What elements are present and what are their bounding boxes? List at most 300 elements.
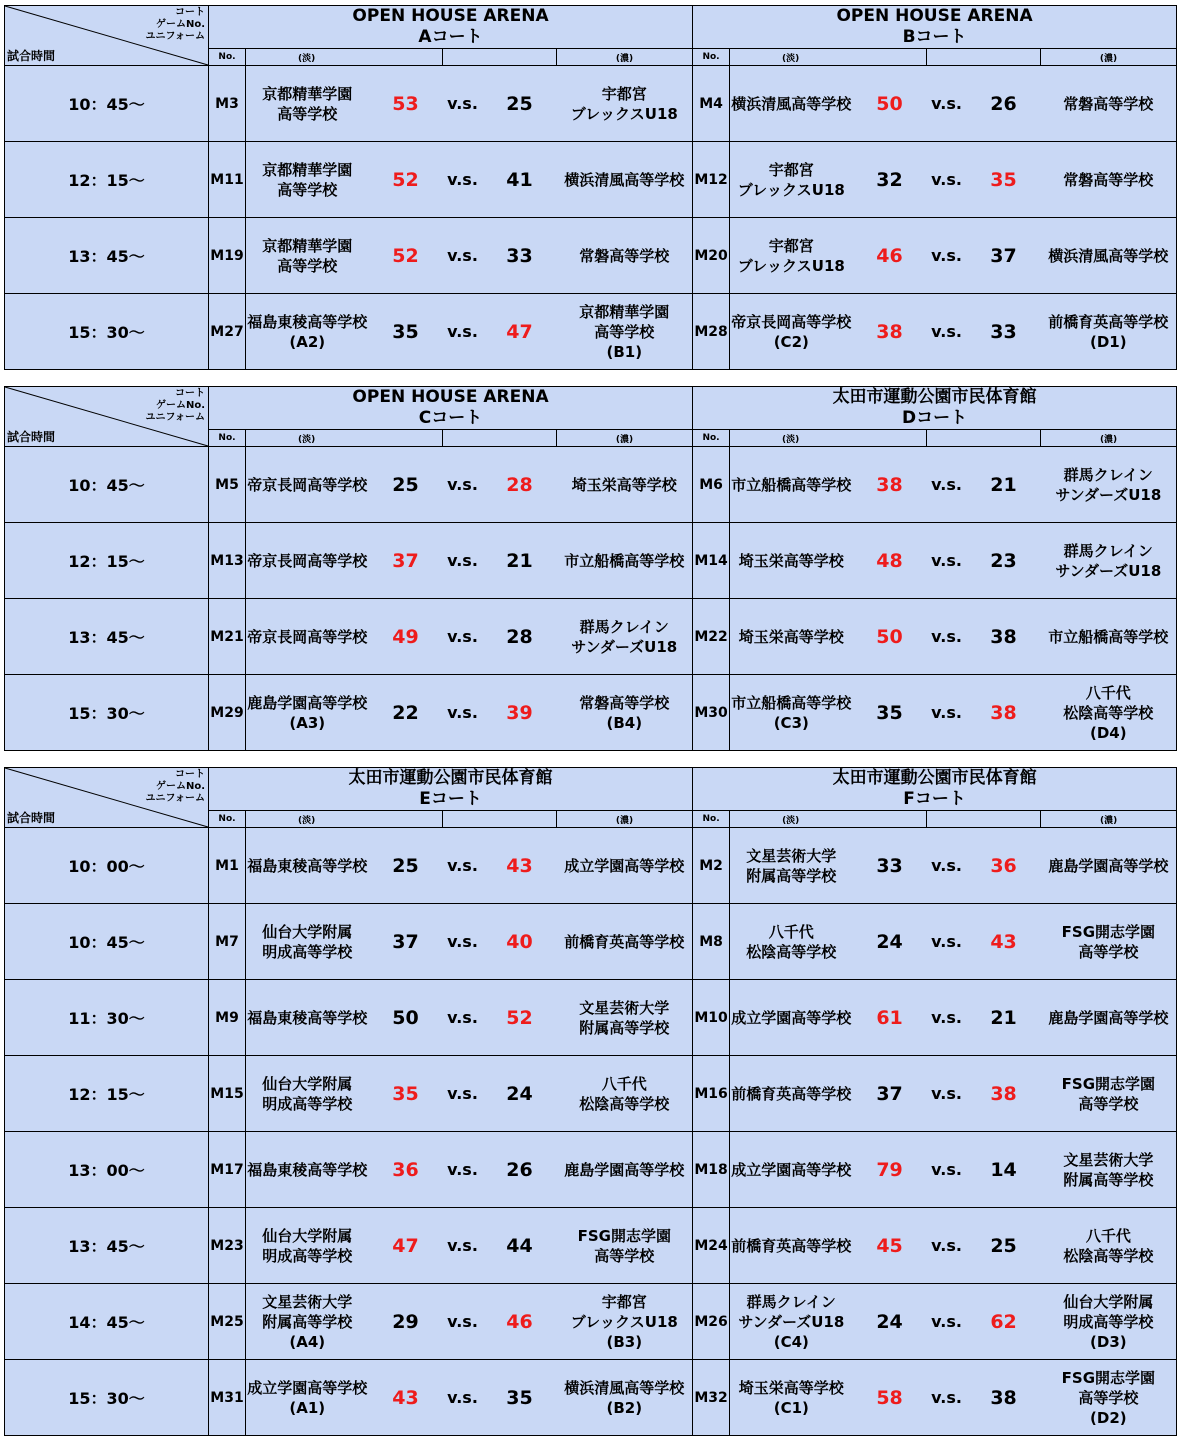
team-name-line: 鹿島学園高等学校 — [247, 693, 368, 712]
team-name-line: 宇都宮 — [768, 160, 814, 179]
venue-name: 太田市運動公園市民体育館 — [832, 768, 1037, 788]
team-name-line: 福島東稜高等学校 — [247, 1160, 368, 1179]
team-name-line: ブレックスU18 — [570, 104, 678, 123]
versus-label: v.s. — [443, 980, 483, 1056]
no-header: No. — [209, 430, 246, 447]
score-light: 38 — [853, 447, 927, 523]
team-name-line: 高等学校 — [1078, 942, 1139, 961]
team-name-line: 鹿島学園高等学校 — [564, 1160, 685, 1179]
dark-uniform-header: (濃) — [1041, 811, 1177, 828]
score-dark: 43 — [483, 828, 557, 904]
venue-name: OPEN HOUSE ARENA — [352, 387, 549, 407]
team-name-line: (D2) — [1090, 1408, 1127, 1427]
match-row — [5, 1208, 1177, 1284]
team-light — [730, 980, 853, 1056]
match-time: 12：15〜 — [5, 142, 209, 218]
score-light: 36 — [369, 1132, 443, 1208]
corner-cell — [5, 387, 209, 447]
team-dark — [1041, 1284, 1177, 1360]
team-name-line: ブレックスU18 — [570, 1312, 678, 1331]
versus-label: v.s. — [927, 1284, 967, 1360]
score-light: 52 — [369, 218, 443, 294]
team-name-line: 埼玉栄高等学校 — [738, 551, 844, 570]
score-light: 58 — [853, 1360, 927, 1436]
game-number: M12 — [693, 142, 730, 218]
team-name-line: 前橋育英高等学校 — [731, 1084, 852, 1103]
versus-label: v.s. — [443, 142, 483, 218]
schedule-block — [4, 767, 1169, 1436]
score-light: 35 — [853, 675, 927, 751]
score-light: 53 — [369, 66, 443, 142]
game-number: M1 — [209, 828, 246, 904]
versus-label: v.s. — [927, 599, 967, 675]
versus-label: v.s. — [927, 218, 967, 294]
team-name-line: 明成高等学校 — [262, 1094, 353, 1113]
team-light — [246, 675, 369, 751]
versus-label: v.s. — [443, 675, 483, 751]
versus-label: v.s. — [927, 980, 967, 1056]
team-dark — [1041, 142, 1177, 218]
venue-name: OPEN HOUSE ARENA — [836, 6, 1033, 26]
schedule-table — [4, 5, 1177, 370]
team-name-line: 宇都宮 — [768, 236, 814, 255]
team-name-line: 高等学校 — [594, 1246, 655, 1265]
light-uniform-header: (淡) — [246, 811, 443, 828]
team-name-line: 八千代 — [601, 1074, 647, 1093]
team-name-line: 横浜清風高等学校 — [731, 94, 852, 113]
dark-uniform-header: (濃) — [557, 430, 693, 447]
team-name-line: 横浜清風高等学校 — [1048, 246, 1169, 265]
versus-label: v.s. — [927, 1056, 967, 1132]
team-name-line: 福島東稜高等学校 — [247, 312, 368, 331]
game-number: M10 — [693, 980, 730, 1056]
game-number: M29 — [209, 675, 246, 751]
team-dark — [557, 1284, 693, 1360]
team-light — [246, 1360, 369, 1436]
team-name-line: 高等学校 — [594, 322, 655, 341]
light-uniform-header: (淡) — [246, 49, 443, 66]
match-time-label: 試合時間 — [7, 49, 56, 63]
match-row — [5, 447, 1177, 523]
team-name-line: 前橋育英高等学校 — [564, 932, 685, 951]
team-name-line: 横浜清風高等学校 — [564, 1378, 685, 1397]
versus-label: v.s. — [927, 904, 967, 980]
versus-label: v.s. — [927, 1132, 967, 1208]
score-dark: 35 — [483, 1360, 557, 1436]
team-light — [730, 1132, 853, 1208]
score-dark: 36 — [967, 828, 1041, 904]
team-dark — [1041, 66, 1177, 142]
match-time: 10：45〜 — [5, 66, 209, 142]
match-time: 13：45〜 — [5, 218, 209, 294]
team-name-line: 高等学校 — [1078, 1388, 1139, 1407]
versus-label: v.s. — [443, 447, 483, 523]
subheader-gap — [927, 49, 1041, 66]
score-light: 22 — [369, 675, 443, 751]
team-name-line: 附属高等学校 — [746, 866, 837, 885]
game-no-label: ゲームNo. — [155, 781, 205, 792]
match-time: 11：30〜 — [5, 980, 209, 1056]
team-name-line: 埼玉栄高等学校 — [738, 627, 844, 646]
team-name-line: 松陰高等学校 — [579, 1094, 670, 1113]
team-light — [246, 294, 369, 370]
venue-name: OPEN HOUSE ARENA — [352, 6, 549, 26]
subheader-gap — [443, 49, 557, 66]
team-name-line: 常磐高等学校 — [1063, 170, 1154, 189]
team-name-line: 仙台大学附属 — [262, 1226, 353, 1245]
match-time-label: 試合時間 — [7, 430, 56, 444]
team-name-line: (D4) — [1090, 723, 1127, 742]
light-uniform-header: (淡) — [730, 49, 927, 66]
versus-label: v.s. — [443, 599, 483, 675]
light-uniform-header: (淡) — [246, 430, 443, 447]
team-dark — [557, 1056, 693, 1132]
team-name-line: (B4) — [606, 713, 643, 732]
team-light — [246, 523, 369, 599]
team-dark — [557, 980, 693, 1056]
score-dark: 38 — [967, 1360, 1041, 1436]
team-name-line: 明成高等学校 — [262, 1246, 353, 1265]
team-light — [730, 447, 853, 523]
team-name-line: (B1) — [606, 342, 643, 361]
game-number: M23 — [209, 1208, 246, 1284]
score-dark: 21 — [967, 980, 1041, 1056]
score-light: 37 — [369, 523, 443, 599]
team-light — [246, 1208, 369, 1284]
team-light — [246, 828, 369, 904]
match-row — [5, 523, 1177, 599]
team-name-line: 帝京長岡高等学校 — [247, 475, 368, 494]
subheader-gap — [443, 430, 557, 447]
team-name-line: 京都精華学園 — [262, 84, 353, 103]
team-dark — [1041, 828, 1177, 904]
game-number: M32 — [693, 1360, 730, 1436]
game-number: M8 — [693, 904, 730, 980]
match-time: 10：45〜 — [5, 447, 209, 523]
game-number: M31 — [209, 1360, 246, 1436]
score-dark: 52 — [483, 980, 557, 1056]
light-uniform-header: (淡) — [730, 811, 927, 828]
score-light: 29 — [369, 1284, 443, 1360]
team-name-line: 京都精華学園 — [262, 160, 353, 179]
team-light — [246, 66, 369, 142]
versus-label: v.s. — [927, 1360, 967, 1436]
team-name-line: 明成高等学校 — [1063, 1312, 1154, 1331]
team-name-line: 仙台大学附属 — [262, 922, 353, 941]
score-light: 47 — [369, 1208, 443, 1284]
team-name-line: 文星芸術大学 — [1063, 1150, 1154, 1169]
team-name-line: 高等学校 — [277, 104, 338, 123]
team-name-line: 常磐高等学校 — [579, 246, 670, 265]
team-light — [246, 599, 369, 675]
team-name-line: 宇都宮 — [601, 1292, 647, 1311]
team-name-line: (A4) — [289, 1332, 326, 1351]
score-light: 35 — [369, 294, 443, 370]
corner-cell — [5, 768, 209, 828]
header-row — [5, 768, 1177, 811]
score-dark: 38 — [967, 599, 1041, 675]
team-dark — [557, 904, 693, 980]
score-dark: 38 — [967, 1056, 1041, 1132]
match-time: 12：15〜 — [5, 1056, 209, 1132]
game-number: M6 — [693, 447, 730, 523]
versus-label: v.s. — [927, 1208, 967, 1284]
team-light — [730, 66, 853, 142]
game-number: M11 — [209, 142, 246, 218]
score-dark: 38 — [967, 675, 1041, 751]
match-row — [5, 675, 1177, 751]
match-row — [5, 1284, 1177, 1360]
uniform-label: ユニフォーム — [145, 412, 205, 423]
score-dark: 39 — [483, 675, 557, 751]
team-name-line: 文星芸術大学 — [579, 998, 670, 1017]
score-light: 25 — [369, 828, 443, 904]
team-name-line: 成立学園高等学校 — [247, 1378, 368, 1397]
team-name-line: FSG開志学園 — [1061, 1074, 1156, 1093]
score-light: 50 — [369, 980, 443, 1056]
team-name-line: (A3) — [289, 713, 326, 732]
no-header: No. — [693, 430, 730, 447]
corner-cell — [5, 6, 209, 66]
game-number: M25 — [209, 1284, 246, 1360]
score-dark: 44 — [483, 1208, 557, 1284]
score-light: 37 — [853, 1056, 927, 1132]
team-light — [246, 1132, 369, 1208]
subheader-gap — [927, 811, 1041, 828]
team-name-line: 常磐高等学校 — [1063, 94, 1154, 113]
team-name-line: 前橋育英高等学校 — [731, 1236, 852, 1255]
match-time: 14：45〜 — [5, 1284, 209, 1360]
score-light: 50 — [853, 599, 927, 675]
team-name-line: 鹿島学園高等学校 — [1048, 1008, 1169, 1027]
team-dark — [1041, 904, 1177, 980]
no-header: No. — [693, 49, 730, 66]
versus-label: v.s. — [927, 675, 967, 751]
score-light: 37 — [369, 904, 443, 980]
team-name-line: (C2) — [773, 332, 809, 351]
team-name-line: 福島東稜高等学校 — [247, 856, 368, 875]
score-dark: 46 — [483, 1284, 557, 1360]
game-number: M17 — [209, 1132, 246, 1208]
team-name-line: 横浜清風高等学校 — [564, 170, 685, 189]
versus-label: v.s. — [927, 142, 967, 218]
court-name: Cコート — [418, 408, 483, 428]
score-dark: 40 — [483, 904, 557, 980]
team-name-line: (C4) — [773, 1332, 809, 1351]
team-dark — [1041, 675, 1177, 751]
team-name-line: 仙台大学附属 — [262, 1074, 353, 1093]
score-light: 33 — [853, 828, 927, 904]
game-number: M7 — [209, 904, 246, 980]
versus-label: v.s. — [443, 904, 483, 980]
team-light — [730, 1056, 853, 1132]
team-name-line: 附属高等学校 — [1063, 1170, 1154, 1189]
versus-label: v.s. — [927, 447, 967, 523]
team-dark — [557, 828, 693, 904]
team-name-line: 帝京長岡高等学校 — [247, 551, 368, 570]
venue-name: 太田市運動公園市民体育館 — [348, 768, 553, 788]
subheader-gap — [927, 430, 1041, 447]
game-number: M24 — [693, 1208, 730, 1284]
court-name: Dコート — [902, 408, 968, 428]
no-header: No. — [209, 49, 246, 66]
team-light — [246, 1056, 369, 1132]
team-name-line: 高等学校 — [277, 256, 338, 275]
team-light — [246, 142, 369, 218]
game-number: M9 — [209, 980, 246, 1056]
score-dark: 26 — [483, 1132, 557, 1208]
court-name: Bコート — [902, 27, 967, 47]
court-label: コート — [175, 769, 205, 780]
court-header — [209, 6, 693, 49]
team-dark — [557, 599, 693, 675]
team-dark — [1041, 218, 1177, 294]
court-header — [693, 768, 1177, 811]
match-row — [5, 142, 1177, 218]
team-name-line: FSG開志学園 — [1061, 922, 1156, 941]
team-name-line: 八千代 — [1085, 683, 1131, 702]
team-name-line: 市立船橋高等学校 — [1048, 627, 1169, 646]
score-light: 43 — [369, 1360, 443, 1436]
team-dark — [1041, 1208, 1177, 1284]
score-light: 50 — [853, 66, 927, 142]
match-row — [5, 828, 1177, 904]
dark-uniform-header: (濃) — [557, 49, 693, 66]
uniform-label: ユニフォーム — [145, 31, 205, 42]
score-light: 46 — [853, 218, 927, 294]
score-light: 24 — [853, 1284, 927, 1360]
team-dark — [557, 1208, 693, 1284]
versus-label: v.s. — [443, 1284, 483, 1360]
score-dark: 43 — [967, 904, 1041, 980]
score-dark: 47 — [483, 294, 557, 370]
team-dark — [1041, 1132, 1177, 1208]
versus-label: v.s. — [443, 218, 483, 294]
game-number: M21 — [209, 599, 246, 675]
team-name-line: 前橋育英高等学校 — [1048, 312, 1169, 331]
score-dark: 23 — [967, 523, 1041, 599]
team-name-line: (C3) — [773, 713, 809, 732]
versus-label: v.s. — [927, 66, 967, 142]
score-dark: 33 — [483, 218, 557, 294]
match-row — [5, 1360, 1177, 1436]
match-row — [5, 599, 1177, 675]
match-row — [5, 66, 1177, 142]
score-light: 25 — [369, 447, 443, 523]
team-name-line: 市立船橋高等学校 — [731, 475, 852, 494]
team-light — [730, 675, 853, 751]
game-number: M14 — [693, 523, 730, 599]
header-row — [5, 387, 1177, 430]
team-name-line: 八千代 — [768, 922, 814, 941]
court-label: コート — [175, 7, 205, 18]
game-number: M13 — [209, 523, 246, 599]
team-name-line: 文星芸術大学 — [262, 1292, 353, 1311]
match-row — [5, 904, 1177, 980]
match-time: 15：30〜 — [5, 1360, 209, 1436]
versus-label: v.s. — [443, 1056, 483, 1132]
team-dark — [1041, 523, 1177, 599]
team-name-line: (A2) — [289, 332, 326, 351]
venue-name: 太田市運動公園市民体育館 — [832, 387, 1037, 407]
team-name-line: 市立船橋高等学校 — [731, 693, 852, 712]
match-time-label: 試合時間 — [7, 811, 56, 825]
team-name-line: 京都精華学園 — [579, 302, 670, 321]
score-dark: 26 — [967, 66, 1041, 142]
versus-label: v.s. — [443, 523, 483, 599]
game-no-label: ゲームNo. — [155, 19, 205, 30]
team-name-line: 宇都宮 — [601, 84, 647, 103]
game-no-label: ゲームNo. — [155, 400, 205, 411]
schedule-block — [4, 5, 1169, 370]
light-uniform-header: (淡) — [730, 430, 927, 447]
versus-label: v.s. — [443, 1208, 483, 1284]
score-dark: 28 — [483, 599, 557, 675]
team-dark — [557, 447, 693, 523]
team-name-line: 群馬クレイン — [746, 1292, 836, 1311]
team-name-line: 埼玉栄高等学校 — [738, 1378, 844, 1397]
court-name: Fコート — [903, 789, 966, 809]
game-number: M28 — [693, 294, 730, 370]
game-number: M30 — [693, 675, 730, 751]
header-row — [5, 6, 1177, 49]
score-dark: 37 — [967, 218, 1041, 294]
game-number: M2 — [693, 828, 730, 904]
team-dark — [1041, 980, 1177, 1056]
score-light: 79 — [853, 1132, 927, 1208]
score-light: 24 — [853, 904, 927, 980]
team-light — [730, 294, 853, 370]
team-name-line: 群馬クレイン — [579, 617, 669, 636]
dark-uniform-header: (濃) — [557, 811, 693, 828]
game-number: M20 — [693, 218, 730, 294]
match-time: 15：30〜 — [5, 294, 209, 370]
game-number: M22 — [693, 599, 730, 675]
team-name-line: 明成高等学校 — [262, 942, 353, 961]
team-light — [730, 904, 853, 980]
match-time: 12：15〜 — [5, 523, 209, 599]
team-name-line: (B3) — [606, 1332, 643, 1351]
team-name-line: FSG開志学園 — [1061, 1368, 1156, 1387]
score-dark: 14 — [967, 1132, 1041, 1208]
match-row — [5, 294, 1177, 370]
score-light: 35 — [369, 1056, 443, 1132]
score-light: 52 — [369, 142, 443, 218]
team-name-line: 成立学園高等学校 — [731, 1160, 852, 1179]
team-light — [730, 218, 853, 294]
team-dark — [557, 1360, 693, 1436]
team-dark — [1041, 599, 1177, 675]
game-number: M18 — [693, 1132, 730, 1208]
team-dark — [1041, 1360, 1177, 1436]
team-dark — [557, 142, 693, 218]
team-name-line: 群馬クレイン — [1063, 465, 1153, 484]
team-name-line: (B2) — [606, 1398, 643, 1417]
team-name-line: ブレックスU18 — [737, 256, 845, 275]
team-name-line: 高等学校 — [277, 180, 338, 199]
dark-uniform-header: (濃) — [1041, 430, 1177, 447]
match-time: 13：00〜 — [5, 1132, 209, 1208]
game-number: M16 — [693, 1056, 730, 1132]
match-time: 10：00〜 — [5, 828, 209, 904]
team-name-line: 鹿島学園高等学校 — [1048, 856, 1169, 875]
team-name-line: 仙台大学附属 — [1063, 1292, 1154, 1311]
team-name-line: (A1) — [289, 1398, 326, 1417]
team-name-line: サンダーズU18 — [1055, 485, 1162, 504]
team-name-line: サンダーズU18 — [738, 1312, 845, 1331]
team-name-line: 松陰高等学校 — [1063, 703, 1154, 722]
game-number: M19 — [209, 218, 246, 294]
